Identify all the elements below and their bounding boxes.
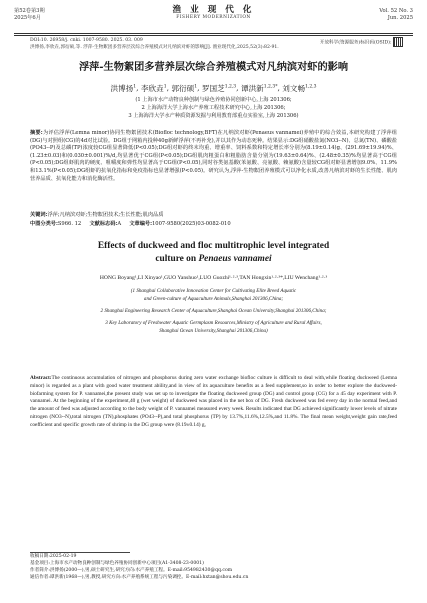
article-id: 1007-9580(2025)03-0082-010 [152, 221, 231, 227]
abstract-cn [30, 130, 397, 183]
title-en-line1: Effects of duckweed and floc multitrophic level integrated [97, 241, 330, 251]
affiliation-en-5: Shanghai Ocean University,Shanghai 201306,China) [159, 328, 268, 334]
header-rule-thin [14, 35, 413, 36]
footnote-author-bio: 作者简介:洪博扬(2000—),男,硕士研究生,研究方向:水产养殖工程。E-mail:954982430@qq.com [30, 568, 233, 573]
footnote-funding: 基金项目:上海市水产动物良种创制与绿色养殖协同创新中心项目(A1-3408-23-0001) [30, 561, 204, 566]
header-rule-thick [14, 33, 413, 34]
date-en: Jun. 2025 [387, 15, 413, 21]
affiliation-cn-2: 2 上海海洋大学上海水产养殖工程技术研究中心,上海 201306; [141, 105, 286, 111]
keywords-cn-label: 关键词: [30, 212, 48, 218]
affiliation-en-3: 2 Shanghai Engineering Research Center of Aquaculture,Shanghai Ocean University,Shanghai 201306,China; [100, 308, 327, 314]
author-cn: 洪博扬$^1$ [110, 83, 137, 93]
footnote-rule [30, 552, 130, 553]
osid-label: 开放科学(资源服务)标识码(OSID): [320, 37, 403, 47]
header-center [14, 6, 413, 22]
affiliation-en-4: 3 Key Laboratory of Freshwater Aquatic Germplasm Resources,Ministry of Agriculture and Rural Affairs, [105, 320, 322, 326]
keywords-cn [30, 212, 397, 220]
author-cn: 刘文畅$^{1,2,3}$ [282, 83, 317, 93]
journal-name-cn: 渔 业 现 代 化 [172, 5, 255, 15]
volume-en: Vol. 52 No. 3 [379, 8, 413, 14]
affiliation-cn-1: (1 上海市水产动物良种创制与绿色养殖协同创新中心,上海 201306; [135, 97, 292, 103]
abstract-cn-label: 摘要: [30, 130, 43, 136]
author-cn: 郭衍硕$^1$ [171, 83, 198, 93]
title-en [40, 240, 387, 266]
header-right [379, 8, 413, 22]
doi: DOI:10. 26958/j. cnki. 1007-9580. 2025. 03. 009 [30, 38, 143, 43]
authors-cn: 洪博扬$^1$, 李欣垚$^1$, 郭衍硕$^1$, 罗国芝$^{1,2,3}$, 谭洪新$^{1,2,3*}$, 刘文畅$^{1,2,3}$ [110, 83, 317, 93]
author-cn: 李欣垚$^1$ [140, 83, 167, 93]
affiliation-cn-3: 3 上海海洋大学水产种质资源发掘与利用教育部重点实验室,上海 201306) [128, 113, 299, 119]
journal-name-en: FISHERY MODERNIZATION [176, 15, 251, 20]
abstract-en-text: The continuous accumulation of nitrogen and phosphorus during zero water exchange biofloc culture is difficult to deal with,while floating duckweed (Lemna minor) is regarded as a plant with good water treatment ability,and in view of its aquaculture benefits as a feed supplement,so in order to better explore the duckweed-biofarming system for P. vannamei,the present study was set up to investigate the floating duckweed group (DG) and control group (CG) for a 45 day experiment with P. vannamei. At the beginning of the experiment,40 g (wet weight) of duckweed was placed in the net box of DG. Fresh duckweed was fed every day in the normal feed,and the amount of feed was adjusted according to the body weight of P. vannamei measured every week. Results indicated that DG achieved significantly lower levels of nitrate nitrogen (NO3--N),total nitrogen (TN),phosphates (PO43--P),and total phosphorus (TP) by 13.7%,11.6%,12.5%,and 11.8%. The final mean weight,weight gain rate,feed coefficient and specific growth rate of shrimp in the DG group were (8.19±0.14) g, [30, 375, 397, 428]
affiliation-en-1: (1 Shanghai Collaborative Innovation Center for Cultivating Elite Breed Aquatic [130, 288, 297, 294]
keywords-cn-text: 浮萍;凡纳滨对虾;生物絮团技术;生长性能;肌肉品质 [47, 212, 164, 218]
author-cn: 谭洪新$^{1,2,3*}$ [240, 83, 278, 93]
date-cn: 2025年6月 [14, 15, 41, 21]
author-cn: 罗国芝$^{1,2,3}$ [201, 83, 237, 93]
classification-cn: 中图分类号:S966. 12 文献标志码:A 文章编号:1007-9580(2025)03-0082-010 [30, 221, 231, 227]
footnote-received: 收稿日期:2025-02-19 [30, 554, 77, 559]
title-cn: 浮萍-生物絮团多营养层次综合养殖模式对凡纳滨对虾的影响 [78, 61, 349, 73]
volume-cn: 第52卷第3期 [14, 8, 45, 14]
abstract-en-label: Abstract: [30, 375, 52, 381]
species-name: Penaeus vannamei [198, 254, 272, 264]
citation: 洪博扬,李欣垚,郭衍硕,等. 浮萍-生物絮团多营养层次综合养殖模式对凡纳滨对虾的影响[J]. 渔业现代化,2025,52(3):82-91. [30, 45, 279, 50]
authors-en: HONG Boyang¹,LI Xinyao¹,GUO Yanshuo¹,LUO Guozhi¹·²·³,TAN Hongxin¹·²·³*,LIU Wenchang¹·²·³ [99, 275, 328, 281]
title-en-line2: culture on Penaeus vannamei [155, 254, 272, 264]
clc-number: S966. 12 [57, 221, 82, 227]
affiliation-en-2: and Green-culture of Aquaculture Animals,Shanghai 201306,China; [143, 296, 284, 302]
footnote-corresponding: 通信作者:谭洪新(1968—),男,教授,研究方向:水产养殖系统工程与污染调控。E-mail:hxtan@shou.edu.cn [30, 575, 249, 580]
abstract-en [30, 375, 397, 430]
running-header [14, 2, 413, 32]
abstract-cn-text: 为评估浮萍(Lemna minor)协同生物絮团技术(Bioflоc technology,BFT)在凡纳滨对虾(Penaeus vannamei)养殖中的综合效益,本研究构建了浮萍组(DG)与对照组(CG)的4d对比试验。DG组于网箱内投种40g新鲜浮萍(不再补充),并以其作为动态死种。结果显示:DG组硝酸盐氮(NO3--N)、总氮(TN)、磷酸盐(PO43--P)及总磷(TP)浓度较CG组显著降低(P<0.05);DG组对虾的终末均重、增重率、饲料系数和特定增长率分别为(8.19±0.14)g、(291.69±19.94)%、(1.23±0.03)和(0.030±0.001)%/d,均显著优于CG组(P<0.05);DG组肌肉粗蛋白和粗脂肪含量分别为(19.63±0.64)%、(2.48±0.35)%均显著高于CG组(P<0.05);DG组虾肌肉的硬度、咀嚼度和弹性均显著高于CG组(P<0.05),同时谷类氨基酸(苯氨酸、亮氨酸、赖氨酸)含量较CG组对虾显著增加9.0%、11.9%和13.1%(P<0.05);DG组虾的抗氧化指标和免疫指标也显著增强(P<0.05)。研究认为,浮萍-生物絮团养殖模式可以净化水质,改善凡纳滨对虾的生长性能、肌肉营养品质、抗氧化能力和消化酶活性。 [30, 130, 397, 182]
document-code: A [117, 221, 122, 227]
